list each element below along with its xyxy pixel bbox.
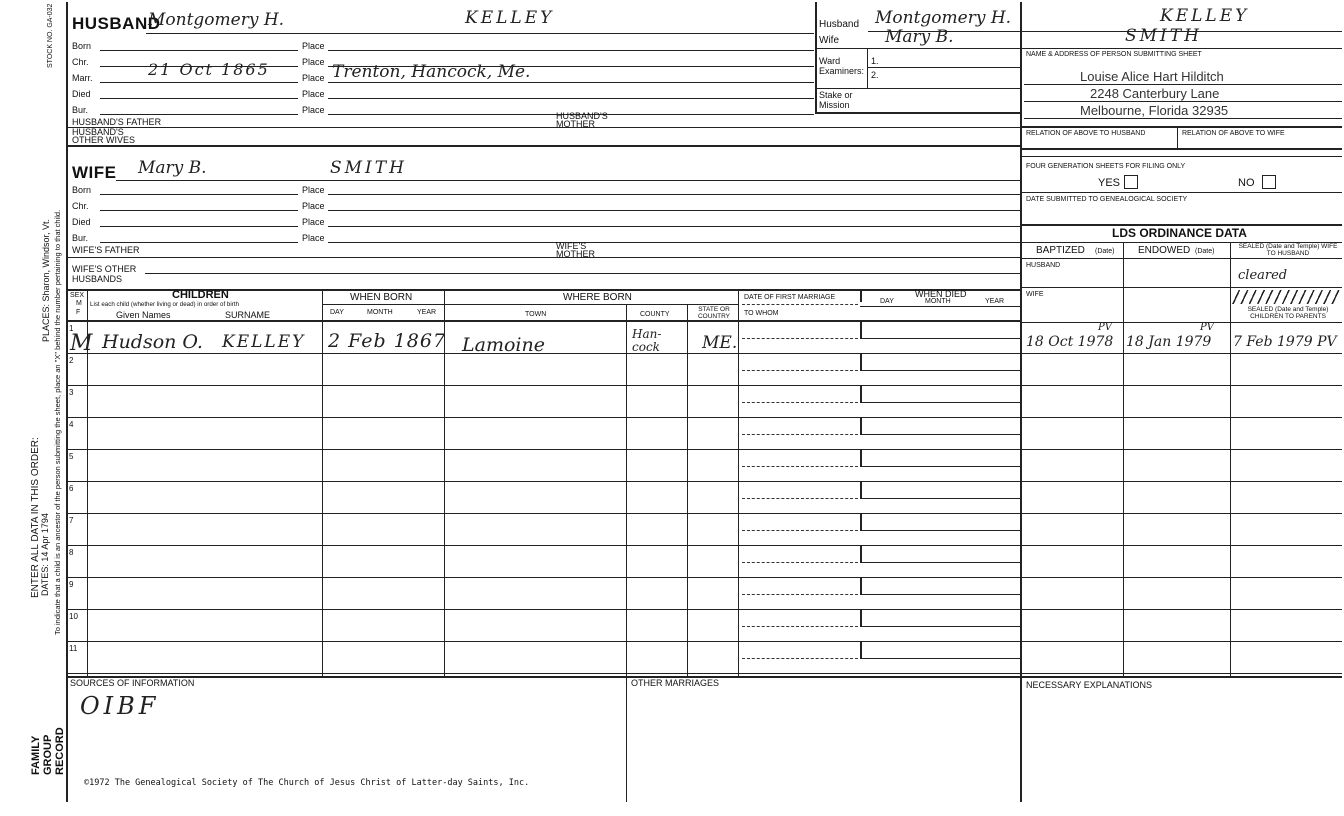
- child-row-number: 11: [69, 644, 78, 653]
- stake-mission-label: Stake or Mission: [819, 90, 853, 110]
- lds-row-divider: [1020, 449, 1342, 450]
- wife-bur-place-label: Place: [302, 233, 325, 243]
- submitter-street: 2248 Canterbury Lane: [1090, 86, 1220, 101]
- examiner-1: 1.: [871, 56, 879, 66]
- child1-town: Lamoine: [462, 334, 545, 356]
- husband-bur-place-label: Place: [302, 105, 325, 115]
- husband-died-place-label: Place: [302, 89, 325, 99]
- died-month-label: MONTH: [925, 298, 951, 305]
- husbands-mother-label: HUSBAND'S MOTHER: [556, 111, 608, 129]
- death-date-box: [860, 482, 1022, 499]
- wife-sealing-hatched: [1232, 290, 1340, 304]
- lds-wife-label: WIFE: [1026, 291, 1044, 298]
- husband-heading: HUSBAND: [72, 14, 161, 33]
- yes-checkbox[interactable]: [1124, 175, 1138, 189]
- born-month-label: MONTH: [367, 309, 393, 316]
- sex-m-label: M: [76, 300, 82, 307]
- hdr-husband-surname: KELLEY: [1160, 6, 1250, 26]
- town-label: TOWN: [525, 311, 547, 318]
- lds-row-divider: [1020, 545, 1342, 546]
- death-date-box: [860, 386, 1022, 403]
- death-date-box: [860, 450, 1022, 467]
- child1-sex: M: [70, 331, 93, 356]
- lds-row-divider: [1020, 385, 1342, 386]
- given-names-label: Given Names: [116, 310, 171, 320]
- died-year-label: YEAR: [985, 298, 1005, 305]
- child-row-number: 2: [69, 356, 74, 365]
- children-title: CHILDREN: [172, 289, 229, 301]
- ward-label: Ward: [819, 56, 841, 66]
- lds-husband-label: HUSBAND: [1026, 262, 1061, 269]
- hdr-wife-surname: SMITH: [1125, 26, 1202, 46]
- where-born-label: WHERE BORN: [563, 292, 632, 303]
- child1-baptized: 18 Oct 1978: [1026, 334, 1114, 350]
- died-day-label: DAY: [880, 298, 894, 305]
- wife-died-place-label: Place: [302, 217, 325, 227]
- sealed-wife-label: SEALED (Date and Temple) WIFE TO HUSBAND: [1238, 243, 1338, 257]
- sex-label: SEX: [70, 292, 85, 299]
- death-date-box: [860, 354, 1022, 371]
- header-divider: [815, 2, 817, 112]
- endowed-date-label: (Date): [1195, 248, 1215, 255]
- husband-born-label: Born: [72, 41, 92, 51]
- child-row-number: 3: [69, 388, 74, 397]
- child-row-number: 6: [69, 484, 74, 493]
- examiners-label: Examiners:: [819, 66, 865, 76]
- marriage-dash-line: [742, 370, 858, 371]
- to-whom-label: TO WHOM: [744, 310, 779, 317]
- hdr-wife-label: Wife: [819, 35, 839, 46]
- lds-row-divider: [1020, 577, 1342, 578]
- marriage-dash-line: [742, 402, 858, 403]
- child-row-number: 1: [69, 324, 74, 333]
- first-marriage-label: DATE OF FIRST MARRIAGE: [744, 294, 836, 301]
- husband-marr-place-label: Place: [302, 73, 325, 83]
- death-date-box: [860, 610, 1022, 627]
- death-date-box: [860, 578, 1022, 595]
- marriage-dash-line: [742, 466, 858, 467]
- husband-bur-label: Bur.: [72, 105, 89, 115]
- child1-given: Hudson O.: [102, 331, 203, 353]
- form-title-2: GROUP: [42, 734, 54, 775]
- marriage-dash-line: [742, 338, 858, 339]
- child-row-number: 9: [69, 580, 74, 589]
- marriage-dash-line: [742, 562, 858, 563]
- lds-row-divider: [1020, 641, 1342, 642]
- no-label: NO: [1238, 177, 1255, 189]
- child1-born: 2 Feb 1867: [328, 330, 447, 352]
- death-date-box: [860, 322, 1022, 339]
- wife-born-place-label: Place: [302, 185, 325, 195]
- relation-husband-label: RELATION OF ABOVE TO HUSBAND: [1026, 130, 1146, 137]
- husband-chr-label: Chr.: [72, 57, 89, 67]
- lds-row-divider: [1020, 609, 1342, 610]
- child-row-divider: [66, 673, 1020, 674]
- marriage-dash-line: [742, 594, 858, 595]
- yes-label: YES: [1098, 177, 1121, 189]
- cleared-note: cleared: [1238, 268, 1288, 283]
- left-border: [66, 2, 68, 802]
- copyright: ©1972 The Genealogical Society of The Church of Jesus Christ of Latter-day Saints, Inc.: [84, 778, 530, 788]
- endowed-label: ENDOWED: [1138, 245, 1191, 256]
- husband-chr-place-label: Place: [302, 57, 325, 67]
- child1-endowed-tag: PV: [1200, 322, 1214, 333]
- husband-born-place-label: Place: [302, 41, 325, 51]
- enter-all-note: ENTER ALL DATA IN THIS ORDER:: [30, 437, 41, 598]
- child-row-number: 10: [69, 612, 78, 621]
- when-born-label: WHEN BORN: [350, 292, 413, 303]
- other-marriages-label: OTHER MARRIAGES: [631, 678, 720, 688]
- places-note: PLACES: Sharon, Windsor, Vt.: [41, 218, 51, 342]
- child1-county: Han-cock: [632, 327, 662, 354]
- sealed-children-label: SEALED (Date and Temple) CHILDREN TO PARENTS: [1247, 306, 1329, 320]
- wife-given-name: Mary B.: [138, 158, 207, 178]
- lds-row-divider: [1020, 673, 1342, 674]
- header-bottom: [815, 112, 1021, 114]
- wifes-other-husbands-label: WIFE'S OTHER HUSBANDS: [72, 264, 137, 284]
- marriage-dash-line: [742, 530, 858, 531]
- child-row-number: 8: [69, 548, 74, 557]
- husbands-father-label: HUSBAND'S FATHER: [72, 117, 162, 127]
- sex-f-label: F: [76, 309, 81, 316]
- wife-born-label: Born: [72, 185, 92, 195]
- state-label: STATE OR COUNTRY: [697, 306, 731, 320]
- form-title: FAMILY: [30, 735, 42, 775]
- husbands-other-wives-label: HUSBAND'S OTHER WIVES: [72, 127, 136, 145]
- examiner-2: 2.: [871, 70, 879, 80]
- sources-label: SOURCES OF INFORMATION: [70, 678, 195, 688]
- husband-marr-date: 21 Oct 1865: [148, 60, 270, 79]
- child1-baptized-tag: PV: [1098, 322, 1112, 333]
- child1-sealed: 7 Feb 1979 PV: [1233, 334, 1337, 350]
- death-date-box: [860, 546, 1022, 563]
- sources-value: OIBF: [80, 692, 160, 720]
- wife-died-label: Died: [72, 217, 91, 227]
- surname-label: SURNAME: [225, 310, 271, 320]
- lds-row-divider: [1020, 417, 1342, 418]
- form-title-3: RECORD: [54, 727, 66, 775]
- husband-marr-label: Marr.: [72, 73, 93, 83]
- date-submitted-label: DATE SUBMITTED TO GENEALOGICAL SOCIETY: [1026, 196, 1188, 203]
- born-year-label: YEAR: [417, 309, 437, 316]
- children-subtitle: List each child (whether living or dead) in order of birth: [90, 301, 239, 308]
- death-date-box: [860, 418, 1022, 435]
- death-date-box: [860, 514, 1022, 531]
- when-died-label: WHEN DIED: [915, 289, 967, 299]
- baptized-date-label: (Date): [1095, 248, 1115, 255]
- marriage-dash-line: [742, 434, 858, 435]
- submitter-name: Louise Alice Hart Hilditch: [1080, 69, 1224, 84]
- county-label: COUNTY: [640, 311, 670, 318]
- marriage-dash-line: [742, 498, 858, 499]
- four-gen-label: FOUR GENERATION SHEETS FOR FILING ONLY: [1026, 163, 1186, 170]
- hdr-wife-given: Mary B.: [885, 27, 954, 47]
- wife-chr-place-label: Place: [302, 201, 325, 211]
- husband-died-label: Died: [72, 89, 91, 99]
- lds-row-divider: [1020, 513, 1342, 514]
- wife-heading: WIFE: [72, 163, 117, 182]
- born-day-label: DAY: [330, 309, 344, 316]
- submitter-city: Melbourne, Florida 32935: [1080, 103, 1229, 118]
- child-row-number: 7: [69, 516, 74, 525]
- hdr-husband-label: Husband: [819, 19, 860, 30]
- husband-marr-place: Trenton, Hancock, Me.: [332, 62, 531, 82]
- child-row-number: 4: [69, 420, 74, 429]
- lds-row-divider: [1020, 353, 1342, 354]
- lds-row-divider: [1020, 481, 1342, 482]
- wife-chr-label: Chr.: [72, 201, 89, 211]
- child-row-number: 5: [69, 452, 74, 461]
- wifes-father-label: WIFE'S FATHER: [72, 245, 140, 255]
- no-checkbox[interactable]: [1262, 175, 1276, 189]
- husband-given-name: Montgomery H.: [148, 10, 285, 30]
- stock-number: STOCK NO. GA-032: [47, 3, 54, 68]
- child1-state: ME.: [702, 333, 738, 353]
- wife-surname: SMITH: [330, 158, 407, 178]
- dates-note: DATES: 14 Apr 1794: [40, 513, 50, 596]
- child1-surname: KELLEY: [222, 332, 306, 352]
- hdr-husband-given: Montgomery H.: [875, 8, 1012, 28]
- lds-title: LDS ORDINANCE DATA: [1112, 226, 1247, 240]
- explanations-label: NECESSARY EXPLANATIONS: [1026, 680, 1153, 690]
- relation-wife-label: RELATION OF ABOVE TO WIFE: [1182, 130, 1285, 137]
- child1-endowed: 18 Jan 1979: [1126, 334, 1212, 350]
- husband-surname: KELLEY: [465, 8, 555, 28]
- wife-bur-label: Bur.: [72, 233, 89, 243]
- ancestor-instruction: To indicate that a child is an ancestor of the person submitting the sheet, place an "X" behind the number pertaining to that child.: [53, 209, 62, 635]
- wifes-mother-label: WIFE'S MOTHER: [556, 241, 595, 259]
- death-date-box: [860, 642, 1022, 659]
- submitter-label: NAME & ADDRESS OF PERSON SUBMITTING SHEET: [1026, 51, 1202, 58]
- baptized-label: BAPTIZED: [1036, 245, 1085, 256]
- marriage-dash-line: [742, 626, 858, 627]
- marriage-dash-line: [742, 658, 858, 659]
